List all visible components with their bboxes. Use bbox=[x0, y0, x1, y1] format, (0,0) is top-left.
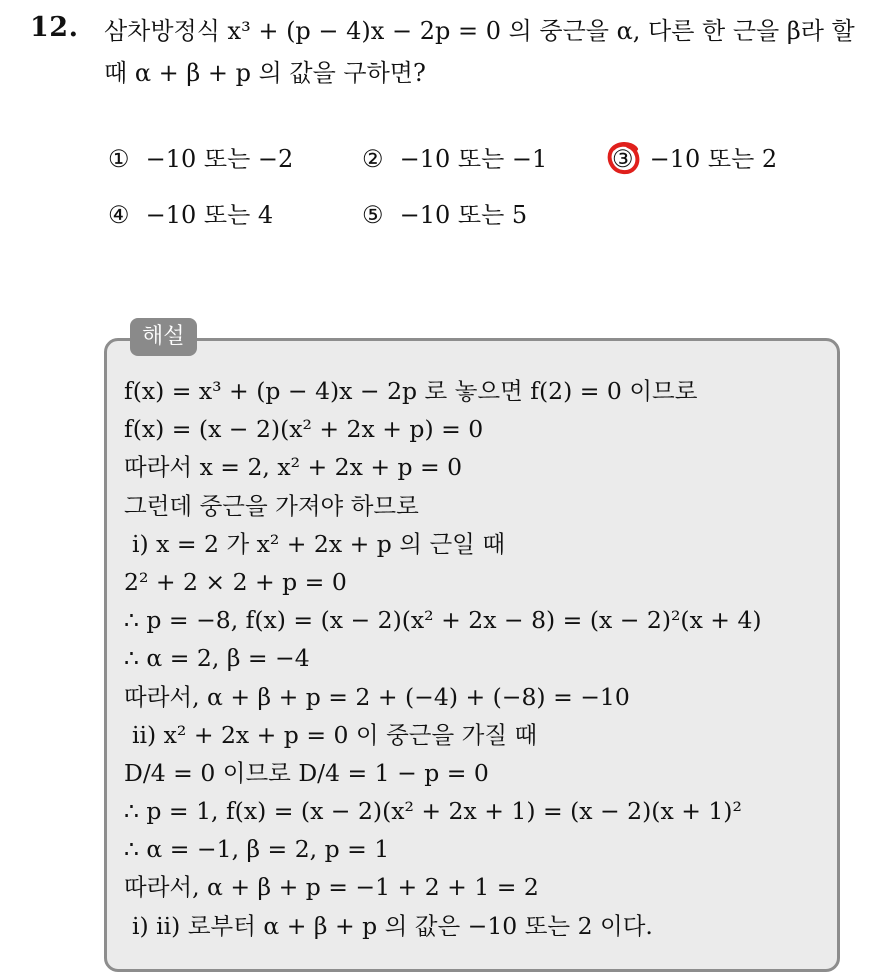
solution-line: 따라서, α + β + p = −1 + 2 + 1 = 2 bbox=[124, 873, 539, 902]
solution-line: ⅰ) ⅱ) 로부터 α + β + p 의 값은 −10 또는 2 이다. bbox=[132, 911, 653, 940]
choice-5-mark: ⑤ bbox=[362, 201, 384, 229]
solution-line: f(x) = (x − 2)(x² + 2x + p) = 0 bbox=[124, 415, 484, 444]
choice-2[interactable] bbox=[362, 144, 547, 174]
solution-line: ∴ p = −8, f(x) = (x − 2)(x² + 2x − 8) = (x − 2)²(x + 4) bbox=[124, 606, 762, 635]
question-number: 12. bbox=[30, 12, 79, 43]
choice-1-text: −10 또는 −2 bbox=[145, 145, 294, 173]
choice-3-text: −10 또는 2 bbox=[649, 145, 778, 173]
question-text-line-2: 때 α + β + p 의 값을 구하면? bbox=[104, 59, 426, 87]
solution-line: ∴ α = −1, β = 2, p = 1 bbox=[124, 835, 390, 864]
question-text-line-1: 삼차방정식 x³ + (p − 4)x − 2p = 0 의 중근을 α, 다른 한 근을 β라 할 bbox=[104, 17, 855, 45]
choice-1[interactable] bbox=[108, 144, 293, 174]
choice-5-text: −10 또는 5 bbox=[399, 201, 528, 229]
choice-2-mark: ② bbox=[362, 145, 384, 173]
solution-label: 해설 bbox=[130, 318, 197, 356]
solution-line: ⅱ) x² + 2x + p = 0 이 중근을 가질 때 bbox=[132, 720, 538, 749]
solution-line: 2² + 2 × 2 + p = 0 bbox=[124, 567, 347, 596]
solution-line: ⅰ) x = 2 가 x² + 2x + p 의 근일 때 bbox=[132, 529, 506, 558]
solution-line: f(x) = x³ + (p − 4)x − 2p 로 놓으면 f(2) = 0 이므로 bbox=[124, 377, 698, 405]
choice-4-text: −10 또는 4 bbox=[145, 201, 274, 229]
solution-line: ∴ α = 2, β = −4 bbox=[124, 644, 310, 673]
choice-4[interactable] bbox=[108, 200, 273, 230]
solution-line: 그런데 중근을 가져야 하므로 bbox=[124, 491, 419, 520]
choice-4-mark: ④ bbox=[108, 201, 130, 229]
choice-5[interactable] bbox=[362, 200, 527, 230]
solution-line: D/4 = 0 이므로 D/4 = 1 − p = 0 bbox=[124, 758, 489, 787]
solution-lines bbox=[124, 372, 762, 945]
solution-line: ∴ p = 1, f(x) = (x − 2)(x² + 2x + 1) = (x − 2)(x + 1)² bbox=[124, 797, 742, 826]
solution-line: 따라서, α + β + p = 2 + (−4) + (−8) = −10 bbox=[124, 682, 630, 711]
choice-1-mark: ① bbox=[108, 145, 130, 173]
choice-2-text: −10 또는 −1 bbox=[399, 145, 548, 173]
choice-3-mark: ③ bbox=[612, 144, 642, 174]
solution-line: 따라서 x = 2, x² + 2x + p = 0 bbox=[124, 453, 463, 482]
choice-3[interactable] bbox=[612, 144, 777, 174]
